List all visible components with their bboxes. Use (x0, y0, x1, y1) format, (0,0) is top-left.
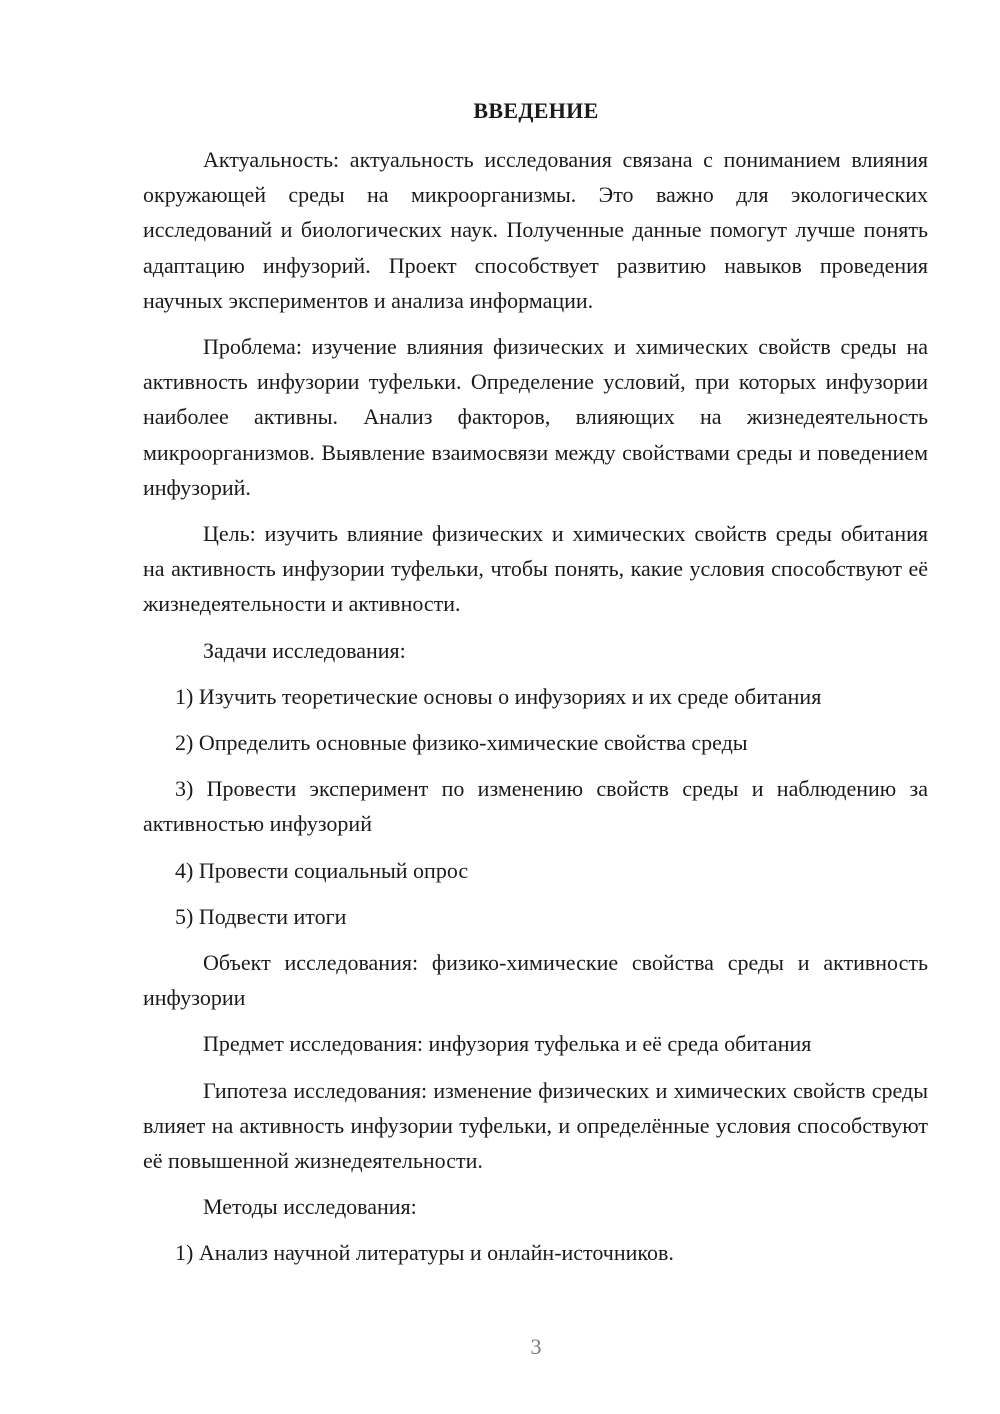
paragraph-object: Объект исследования: физико-химические свойства среды и активность инфузории (143, 950, 928, 1011)
paragraph-subject: Предмет исследования: инфузория туфелька и её среда обитания (203, 1031, 812, 1057)
task-item: 5) Подвести итоги (175, 903, 347, 929)
tasks-heading: Задачи исследования: (203, 637, 406, 663)
page-number: 3 (530, 1334, 542, 1359)
document-body (143, 142, 928, 1282)
methods-heading: Методы исследования: (203, 1194, 417, 1220)
task-item: 1) Изучить теоретические основы о инфузориях и их среде обитания (175, 683, 822, 709)
page-title: ВВЕДЕНИЕ (473, 98, 599, 123)
task-item: 4) Провести социальный опрос (175, 857, 469, 883)
paragraph-relevance: Актуальность: актуальность исследования связана с пониманием влияния окружающей среды на микроорганизмы. Это важно для экологических исследований и биологических наук. Полученные данные помогут лучше понять адаптацию инфузорий. Проект способствует развитию навыков проведения научных экспериментов и анализа информации. (143, 147, 928, 313)
task-item: 2) Определить основные физико-химические свойства среды (175, 730, 748, 756)
method-item: 1) Анализ научной литературы и онлайн-источников. (175, 1240, 674, 1266)
task-item: 3) Провести эксперимент по изменению свойств среды и наблюдению за активностью инфузорий (143, 776, 928, 837)
paragraph-goal: Цель: изучить влияние физических и химических свойств среды обитания на активность инфузории туфельки, чтобы понять, какие условия способствуют её жизнедеятельности и активности. (143, 521, 928, 617)
paragraph-problem: Проблема: изучение влияния физических и химических свойств среды на активность инфузории туфельки. Определение условий, при которых инфузории наиболее активны. Анализ факторов, влияющих на жизнедеятельность микроорганизмов. Выявление взаимосвязи между свойствами среды и поведением инфузорий. (143, 334, 928, 500)
paragraph-hypothesis: Гипотеза исследования: изменение физических и химических свойств среды влияет на активность инфузории туфельки, и определённые условия способствуют её повышенной жизнедеятельности. (143, 1077, 928, 1174)
